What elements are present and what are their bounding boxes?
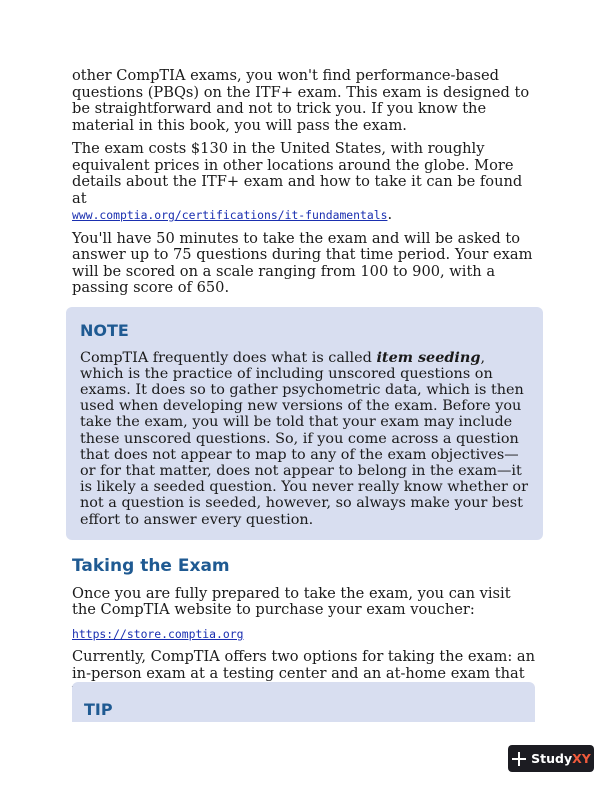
itf-link[interactable]: www.comptia.org/certifications/it-fundamentals — [72, 208, 388, 222]
store-link-line — [72, 626, 538, 643]
badge-brand — [531, 751, 591, 766]
badge-brand-a: Study — [531, 751, 573, 766]
paragraph-options: Currently, CompTIA offers two options for taking the exam: an in-person exam at a testing center and an at-home exam that — [72, 648, 535, 682]
badge-brand-b: XY — [572, 751, 591, 766]
note-text-after: , which is the practice of including unscored questions on exams. It does so to gather psychometric data, which is then used when developing new versions of the exam. Before you take the exam, you will be told that your exam may include these unscored questions. So, if you come across a question that does not appear to map to any of the exam objectives—or for that matter, does not appear to belong in the exam—it is likely a seeded question. You never really know whether or not a question is seeded, however, so always make your best effort to answer every question. — [80, 349, 528, 528]
studyxy-badge[interactable] — [508, 745, 594, 772]
note-text — [80, 350, 533, 528]
store-link[interactable]: https://store.comptia.org — [72, 626, 244, 641]
note-box — [66, 307, 543, 540]
note-title: NOTE — [80, 320, 129, 340]
plus-icon — [511, 751, 527, 767]
document-page — [72, 68, 538, 706]
section-heading: Taking the Exam — [72, 555, 230, 576]
paragraph-pbq: other CompTIA exams, you won't find performance-based questions (PBQs) on the ITF+ exam. This exam is designed to be straightforward and not to trick you. If you know the material in this book, you will pass the exam. — [72, 67, 530, 134]
paragraph-cost — [72, 141, 538, 224]
paragraph-voucher: Once you are fully prepared to take the exam, you can visit the CompTIA website to purchase your exam voucher: — [72, 584, 511, 619]
tip-title: TIP — [84, 700, 113, 719]
note-text-before: CompTIA frequently does what is called — [80, 349, 377, 366]
note-emphasis: item seeding — [376, 348, 481, 366]
cost-text: The exam costs $130 in the United States, with roughly equivalent prices in other locations around the globe. More details about the ITF+ exam and how to take it can be found at — [72, 140, 523, 207]
tip-box — [72, 682, 535, 722]
cost-end: . — [387, 206, 393, 223]
paragraph-duration: You'll have 50 minutes to take the exam and will be asked to answer up to 75 questions during that time period. Your exam will be scored on a scale ranging from 100 to 900, with a passing score of 650. — [72, 229, 533, 296]
